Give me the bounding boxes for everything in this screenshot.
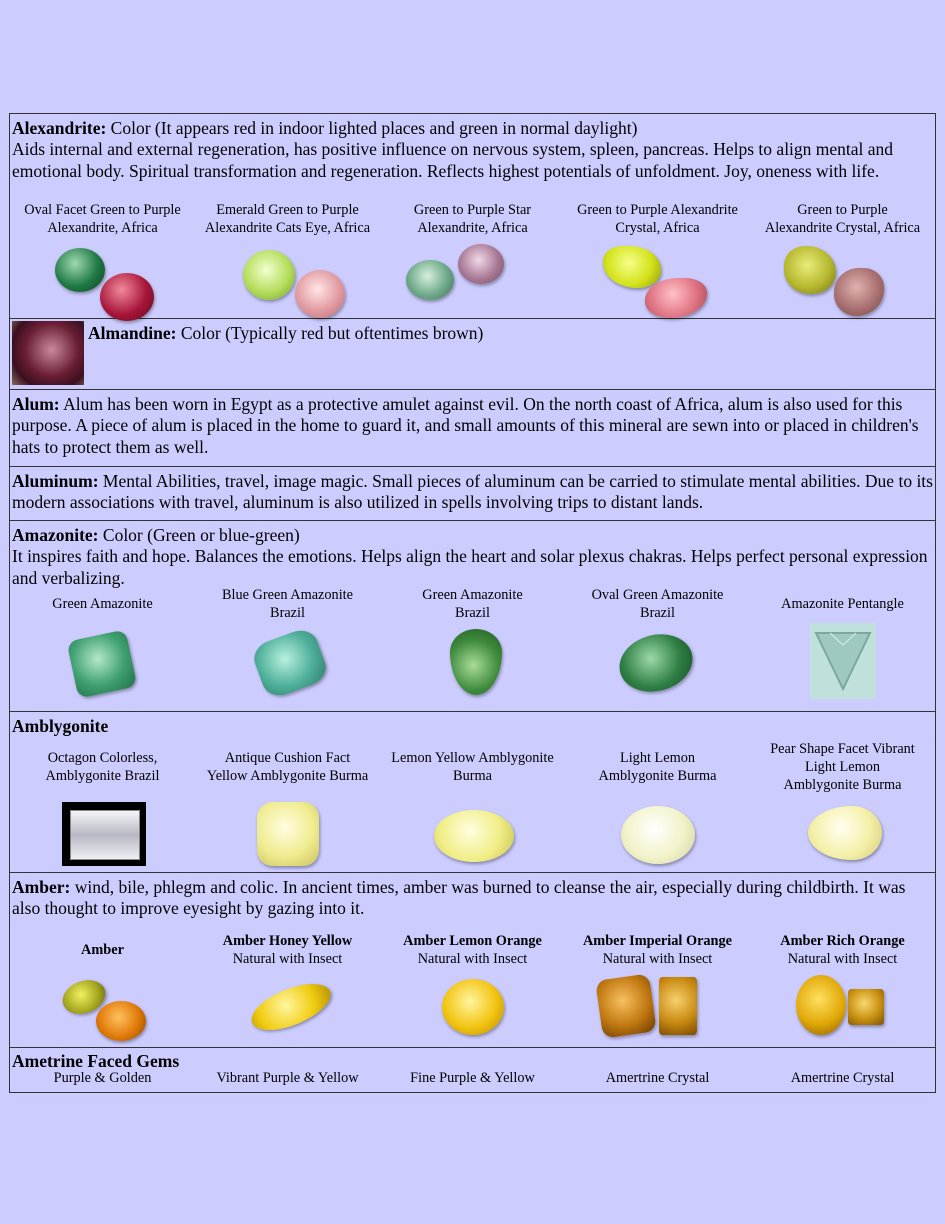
gallery-item <box>10 202 195 318</box>
caption-line: Fine Purple & Yellow <box>410 1070 535 1086</box>
alum-section <box>10 390 936 467</box>
gallery-item <box>10 587 195 711</box>
amber-gallery <box>10 931 935 1047</box>
caption-line: Octagon Colorless, <box>47 750 158 767</box>
amber-lemon-icon <box>380 971 565 1047</box>
caption-line: Amblygonite Burma <box>598 768 717 784</box>
alexandrite-cats-eye-icon <box>195 238 380 318</box>
caption-title: Amber <box>81 942 124 959</box>
almandine-text <box>86 319 485 385</box>
alexandrite-gallery <box>10 202 935 318</box>
blue-green-amazonite-icon <box>195 623 380 711</box>
gem-name: Almandine: <box>88 323 177 343</box>
aluminum-section <box>10 467 936 521</box>
caption-line: Brazil <box>640 605 675 621</box>
caption-line: Purple & Golden <box>53 1070 152 1086</box>
caption-line: Alexandrite Crystal, Africa <box>764 220 921 236</box>
amber-rich-icon <box>750 971 935 1047</box>
amblygonite-lemon-icon <box>380 796 565 872</box>
gallery-item <box>380 587 565 711</box>
amblygonite-section <box>10 712 936 873</box>
caption-line: Alexandrite Cats Eye, Africa <box>204 220 371 236</box>
gallery-item <box>195 202 380 318</box>
caption-line: Amertrine Crystal <box>790 1070 895 1086</box>
gem-description: wind, bile, phlegm and colic. In ancient times, amber was burned to cleanse the air, especially during childbirth. It was also thought to improve eyesight by gazing into it. <box>12 877 906 919</box>
amber-text <box>10 873 935 931</box>
amazonite-pentangle-icon <box>750 623 935 711</box>
caption-line: Pear Shape Facet Vibrant <box>770 741 915 758</box>
caption-sub: Natural with Insect <box>787 951 898 967</box>
caption-line: Light Lemon <box>804 759 881 776</box>
caption-line: Amertrine Crystal <box>605 1070 710 1086</box>
caption-sub: Natural with Insect <box>602 951 713 967</box>
ametrine-text <box>10 1048 935 1070</box>
alexandrite-crystal-2-icon <box>750 238 935 318</box>
caption-line: Antique Cushion Fact <box>224 750 351 767</box>
amber-section <box>10 873 936 1048</box>
gallery-item <box>195 1070 380 1092</box>
caption-line: Amazonite Pentangle <box>781 596 904 613</box>
caption-title: Amber Lemon Orange <box>403 933 542 950</box>
gem-description: Aids internal and external regeneration, has positive influence on nervous system, spleen, pancreas. Helps to align mental and emotional body. Spiritual transformation and regeneration. Reflects highest potentials of unfoldment. Joy, oneness with life. <box>12 139 894 181</box>
gemstone-page <box>9 113 936 1093</box>
ametrine-section <box>10 1048 936 1093</box>
alum-text <box>10 390 935 466</box>
caption-line: Green Amazonite <box>422 587 523 604</box>
caption-line: Alexandrite, Africa <box>47 220 158 236</box>
amblygonite-cushion-icon <box>195 796 380 872</box>
alexandrite-text <box>10 114 935 202</box>
caption-line: Alexandrite, Africa <box>417 220 528 236</box>
almandine-crystal-icon <box>12 321 84 385</box>
caption-line: Oval Facet Green to Purple <box>24 202 181 219</box>
gallery-item <box>10 740 195 872</box>
gallery-item <box>750 202 935 318</box>
caption-line: Oval Green Amazonite <box>591 587 724 604</box>
aluminum-text <box>10 467 935 520</box>
caption-line: Green to Purple Star <box>413 202 532 219</box>
gem-description: It inspires faith and hope. Balances the emotions. Helps align the heart and solar plexus chakras. Helps perfect personal expression and verbalizing. <box>12 546 928 588</box>
amber-gems-icon <box>10 971 195 1047</box>
color-note: Color (Green or blue-green) <box>102 525 300 545</box>
amazonite-text <box>10 521 935 587</box>
gem-description: Alum has been worn in Egypt as a protective amulet against evil. On the north coast of Africa, alum is also used for this purpose. A piece of alum is placed in the home to guard it, and small amounts of this mineral are sewn into or placed in children's hats to protect them as well. <box>12 394 919 457</box>
caption-title: Amber Rich Orange <box>780 933 905 950</box>
gem-name: Amblygonite <box>12 716 109 736</box>
gallery-item <box>195 931 380 1047</box>
caption-line: Green to Purple <box>797 202 888 219</box>
caption-sub: Natural with Insect <box>232 951 343 967</box>
gallery-item <box>565 587 750 711</box>
gallery-item <box>565 202 750 318</box>
gemstone-table <box>9 113 936 1093</box>
gallery-item <box>750 931 935 1047</box>
alexandrite-oval-gems-icon <box>10 238 195 318</box>
color-note: Color (Typically red but oftentimes brown) <box>180 323 484 343</box>
caption-line: Brazil <box>270 605 305 621</box>
caption-line: Green Amazonite <box>52 596 153 613</box>
caption-line: Crystal, Africa <box>615 220 700 236</box>
gallery-item <box>565 1070 750 1092</box>
gallery-item <box>10 931 195 1047</box>
gem-name: Amber: <box>12 877 71 897</box>
caption-line: Vibrant Purple & Yellow <box>216 1070 359 1086</box>
caption-title: Amber Honey Yellow <box>222 933 353 950</box>
gem-name: Amazonite: <box>12 525 99 545</box>
gallery-item <box>750 1070 935 1092</box>
gem-name: Alum: <box>12 394 60 414</box>
amazonite-section <box>10 521 936 712</box>
amazonite-gallery <box>10 587 935 711</box>
gem-description: Mental Abilities, travel, image magic. Small pieces of aluminum can be carried to stimulate mental abilities. Due to its modern associations with travel, aluminum is also utilized in spells involving trips to distant lands. <box>12 471 933 513</box>
amazonite-oval-icon <box>565 623 750 711</box>
amazonite-pear-icon <box>380 623 565 711</box>
gem-name: Alexandrite: <box>12 118 107 138</box>
caption-line: Yellow Amblygonite Burma <box>206 768 369 784</box>
caption-line: Emerald Green to Purple <box>216 202 359 219</box>
gallery-item <box>380 740 565 872</box>
amblygonite-gallery <box>10 740 935 872</box>
amblygonite-text <box>10 712 935 740</box>
gallery-item <box>195 740 380 872</box>
gallery-item <box>565 931 750 1047</box>
gallery-item <box>380 931 565 1047</box>
alexandrite-crystal-icon <box>565 238 750 318</box>
gem-name: Ametrine Faced Gems <box>12 1051 180 1071</box>
gallery-item <box>565 740 750 872</box>
caption-line: Burma <box>453 768 492 784</box>
caption-line: Blue Green Amazonite <box>221 587 353 604</box>
almandine-section <box>10 319 936 390</box>
green-amazonite-icon <box>10 623 195 711</box>
gallery-item <box>750 740 935 872</box>
color-note: Color (It appears red in indoor lighted places and green in normal daylight) <box>110 118 638 138</box>
caption-line: Brazil <box>455 605 490 621</box>
caption-line: Light Lemon <box>619 750 696 767</box>
gallery-item <box>380 202 565 318</box>
alexandrite-star-icon <box>380 238 565 318</box>
gallery-item <box>195 587 380 711</box>
gem-name: Aluminum: <box>12 471 99 491</box>
alexandrite-section <box>10 114 936 319</box>
gallery-item <box>750 587 935 711</box>
caption-line: Lemon Yellow Amblygonite <box>391 750 554 767</box>
amblygonite-pear-icon <box>750 796 935 872</box>
caption-line: Amblygonite Burma <box>783 776 902 793</box>
ametrine-gallery <box>10 1070 935 1092</box>
caption-line: Amblygonite Brazil <box>45 768 160 784</box>
amblygonite-light-icon <box>565 796 750 872</box>
amber-honey-icon <box>195 971 380 1047</box>
caption-sub: Natural with Insect <box>417 951 528 967</box>
caption-line: Green to Purple Alexandrite <box>577 202 738 219</box>
amblygonite-octagon-icon <box>10 796 195 872</box>
amber-imperial-icon <box>565 971 750 1047</box>
caption-title: Amber Imperial Orange <box>582 933 733 950</box>
gallery-item <box>10 1070 195 1092</box>
gallery-item <box>380 1070 565 1092</box>
